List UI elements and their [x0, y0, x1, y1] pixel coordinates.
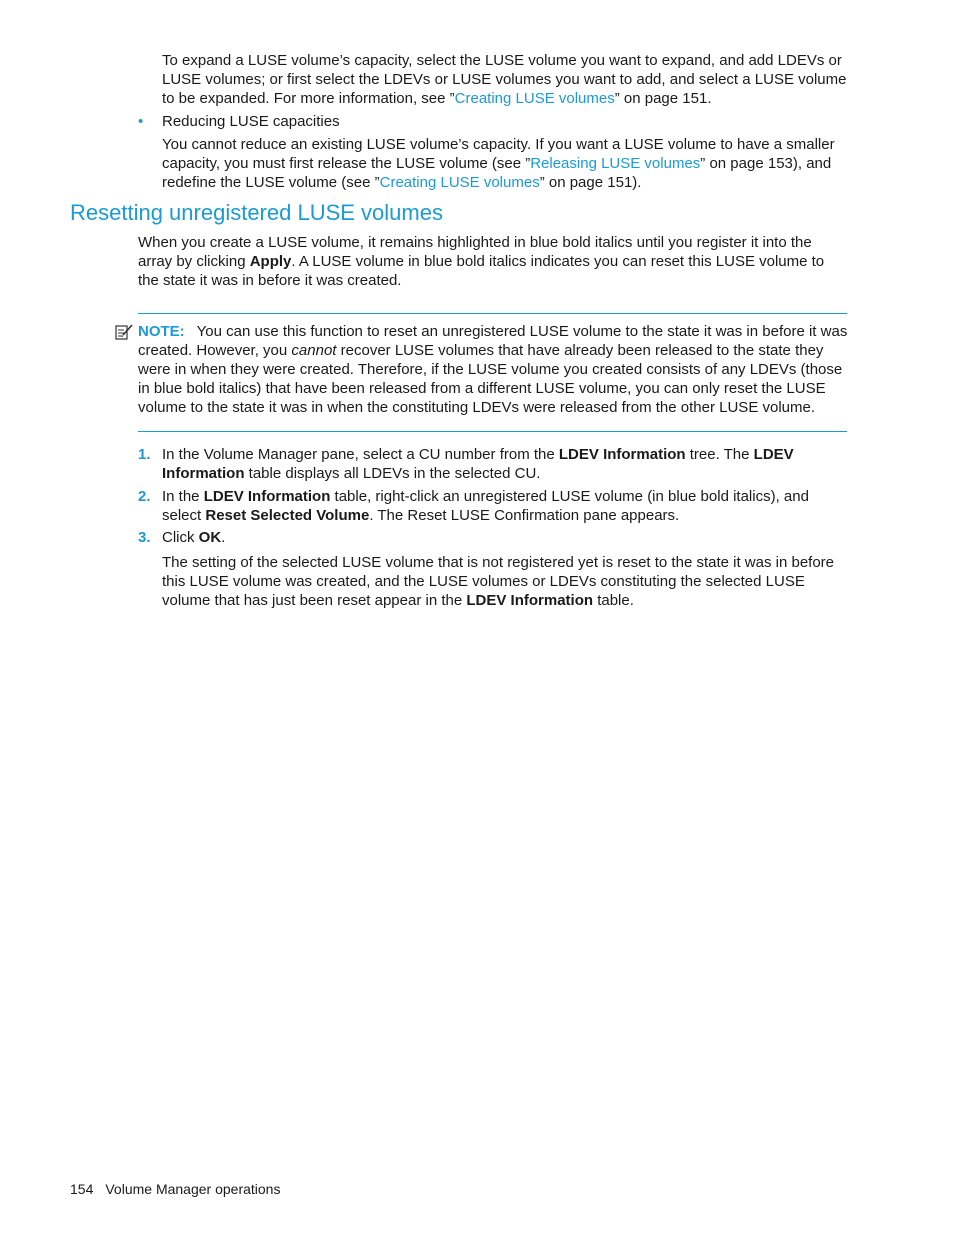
step-text-part: . The Reset LUSE Confirmation pane appears.	[369, 507, 680, 524]
step-item	[138, 445, 848, 483]
step-item	[138, 487, 848, 525]
ui-term: OK	[198, 529, 222, 546]
note-paragraph	[138, 322, 848, 417]
note-icon	[114, 323, 134, 341]
intro-paragraph	[162, 51, 847, 108]
bullet-marker: •	[138, 113, 144, 130]
note-top-rule	[138, 313, 847, 314]
bullet-label: Reducing LUSE capacities	[162, 113, 340, 130]
step-item	[138, 528, 848, 547]
ui-term: LDEV Information	[203, 488, 331, 505]
step-text-part: Click	[162, 529, 199, 546]
releasing-luse-volumes-link[interactable]: Releasing LUSE volumes	[530, 155, 701, 172]
step-text	[162, 487, 848, 525]
creating-luse-volumes-link-2[interactable]: Creating LUSE volumes	[379, 174, 540, 191]
reduce-text-1: You cannot reduce an existing LUSE volume’s capacity. If you want a LUSE volume to have a smaller capacity, you must first release the LUSE volume (see ”	[162, 136, 835, 172]
when-paragraph	[138, 233, 848, 290]
note-text-1: You can use this function to reset an unregistered LUSE volume to the state it was in before it was created. However, you	[138, 323, 848, 359]
step-number: 2.	[138, 488, 151, 505]
apply-term: Apply	[249, 253, 292, 270]
result-paragraph	[162, 553, 848, 610]
step-text-part: In the	[162, 488, 204, 505]
ui-term: Reset Selected Volume	[205, 507, 370, 524]
ui-term: LDEV Information	[466, 592, 594, 609]
step-text	[162, 528, 848, 547]
when-text-1: When you create a LUSE volume, it remains highlighted in blue bold italics until you register it into the array by clicking	[138, 234, 812, 270]
when-text-2: . A LUSE volume in blue bold italics indicates you can reset this LUSE volume to the state it was in before it was created.	[138, 253, 825, 289]
note-emphasis: cannot	[291, 342, 337, 359]
page-number: 154	[70, 1181, 94, 1197]
reduce-paragraph	[162, 135, 847, 192]
step-number: 1.	[138, 446, 151, 463]
creating-luse-volumes-link[interactable]: Creating LUSE volumes	[454, 90, 615, 107]
step-text-part: .	[221, 529, 226, 546]
intro-text: To expand a LUSE volume’s capacity, select the LUSE volume you want to expand, and add LDEVs or LUSE volumes; or first select the LDEVs or LUSE volumes you want to add, and select a LUSE volume to be expanded. For more information, see ”	[162, 52, 847, 107]
reduce-text-2: ” on page 153), and redefine the LUSE volume (see ”	[162, 155, 832, 191]
result-text-2: table.	[593, 592, 634, 609]
note-bottom-rule	[138, 431, 847, 432]
step-text	[162, 445, 848, 483]
section-heading: Resetting unregistered LUSE volumes	[70, 200, 443, 225]
note-label: NOTE:	[138, 323, 185, 340]
step-number: 3.	[138, 529, 151, 546]
reduce-text-3: ” on page 151).	[539, 174, 642, 191]
step-text-part: In the Volume Manager pane, select a CU number from the	[162, 446, 559, 463]
intro-text-end: ” on page 151.	[614, 90, 712, 107]
step-text-part: tree. The	[685, 446, 754, 463]
chapter-title: Volume Manager operations	[105, 1181, 281, 1197]
result-text-1: The setting of the selected LUSE volume that is not registered yet is reset to the state it was in before this LUSE volume was created, and the LUSE volumes or LDEVs constituting the selected LUSE volume that has just been reset appear in the	[162, 554, 835, 609]
ui-term: LDEV Information	[162, 446, 794, 482]
step-text-part: table displays all LDEVs in the selected CU.	[244, 465, 541, 482]
ui-term: LDEV Information	[558, 446, 686, 463]
note-text-2: recover LUSE volumes that have already been released to the state they were in when they were created. Therefore, if the LUSE volume you created consists of any LDEVs (those in blue bold italics) that have been released from a different LUSE volume, you can only reset the LUSE volume to the state it was in when the constituting LDEVs were released from the other LUSE volume.	[138, 342, 843, 416]
page-footer	[70, 1180, 280, 1199]
step-text-part: table, right-click an unregistered LUSE volume (in blue bold italics), and select	[162, 488, 809, 524]
